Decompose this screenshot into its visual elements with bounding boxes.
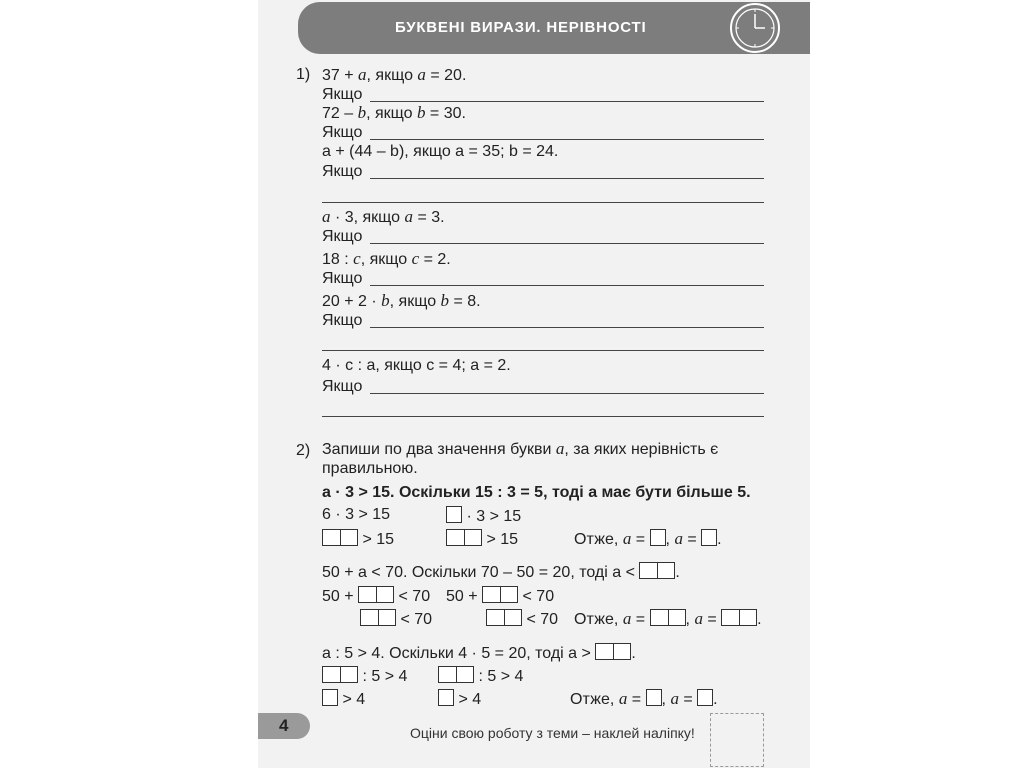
answer-label: Якщо bbox=[322, 163, 363, 180]
part3-row1-b: : 5 > 4 bbox=[438, 666, 523, 686]
answer-line[interactable] bbox=[370, 327, 764, 328]
part3-row2-a: > 4 bbox=[322, 689, 365, 709]
answer-line[interactable] bbox=[370, 139, 764, 140]
ex-row2-left: > 15 bbox=[322, 529, 394, 549]
task-2-number: 2) bbox=[296, 442, 311, 459]
answer-line[interactable] bbox=[322, 350, 764, 351]
task-2-instruction-cont: правильною. bbox=[322, 460, 418, 477]
conclusion-2: Отже, a = , a = . bbox=[574, 609, 762, 628]
task-1-expr-3: a + (44 – b), якщо a = 35; b = 24. bbox=[322, 143, 559, 160]
answer-line[interactable] bbox=[370, 243, 764, 244]
answer-line[interactable] bbox=[370, 285, 764, 286]
answer-box-double[interactable] bbox=[639, 562, 675, 579]
part2-row1-a: 50 + < 70 bbox=[322, 588, 431, 605]
answer-box[interactable] bbox=[446, 506, 462, 523]
task-1-expr-4: a · 3, якщо a = 3. bbox=[322, 207, 445, 226]
ex-row1-right: · 3 > 15 bbox=[446, 506, 521, 526]
answer-line[interactable] bbox=[370, 101, 764, 102]
task-1-expr-6: 20 + 2 · b, якщо b = 8. bbox=[322, 291, 481, 310]
task-2-instruction: Запиши по два значення букви a, за яких нерівність є bbox=[322, 439, 719, 458]
answer-box[interactable] bbox=[646, 689, 662, 706]
conclusion-3: Отже, a = , a = . bbox=[570, 689, 718, 708]
page-number: 4 bbox=[279, 716, 289, 735]
part2-row2-a: < 70 bbox=[360, 609, 432, 629]
task-2-example: a · 3 > 15. Оскільки 15 : 3 = 5, тоді a має бути більше 5. bbox=[322, 484, 751, 501]
task-1-expr-7: 4 · c : a, якщо c = 4; a = 2. bbox=[322, 357, 511, 374]
sticker-placeholder[interactable] bbox=[710, 713, 764, 767]
answer-label: Якщо bbox=[322, 270, 363, 287]
answer-box-double[interactable] bbox=[482, 586, 518, 603]
part3-line: a : 5 > 4. Оскільки 4 · 5 = 20, тоді a > . bbox=[322, 645, 636, 662]
answer-box-double[interactable] bbox=[595, 643, 631, 660]
footer-instruction: Оціни свою роботу з теми – наклей наліпку! bbox=[410, 725, 695, 741]
part3-row1-a: : 5 > 4 bbox=[322, 666, 407, 686]
clock-icon bbox=[727, 0, 783, 56]
page-title: БУКВЕНІ ВИРАЗИ. НЕРІВНОСТІ bbox=[395, 19, 647, 36]
answer-box-double[interactable] bbox=[322, 529, 358, 546]
answer-line[interactable] bbox=[370, 178, 764, 179]
answer-box-double[interactable] bbox=[322, 666, 358, 683]
task-1-number: 1) bbox=[296, 66, 311, 83]
answer-label: Якщо bbox=[322, 86, 363, 103]
answer-box-double[interactable] bbox=[486, 609, 522, 626]
task-1-expr-5: 18 : c, якщо c = 2. bbox=[322, 249, 451, 268]
answer-box[interactable] bbox=[322, 689, 338, 706]
answer-label: Якщо bbox=[322, 378, 363, 395]
part2-row1-b: 50 + < 70 bbox=[446, 588, 555, 605]
task-1-expr-2: 72 – b, якщо b = 30. bbox=[322, 103, 466, 122]
answer-line[interactable] bbox=[322, 416, 764, 417]
answer-label: Якщо bbox=[322, 312, 363, 329]
ex-row2-right: > 15 bbox=[446, 529, 518, 549]
answer-box-double[interactable] bbox=[438, 666, 474, 683]
answer-label: Якщо bbox=[322, 228, 363, 245]
task-1-expr-1: 37 + a, якщо a = 20. bbox=[322, 65, 467, 84]
answer-box-double[interactable] bbox=[358, 586, 394, 603]
answer-box[interactable] bbox=[697, 689, 713, 706]
part3-row2-b: > 4 bbox=[438, 689, 481, 709]
part2-line: 50 + a < 70. Оскільки 70 – 50 = 20, тоді a < . bbox=[322, 564, 680, 581]
answer-box-double[interactable] bbox=[650, 609, 686, 626]
answer-line[interactable] bbox=[322, 202, 764, 203]
conclusion-1: Отже, a = , a = . bbox=[574, 529, 722, 548]
answer-label: Якщо bbox=[322, 124, 363, 141]
answer-box[interactable] bbox=[438, 689, 454, 706]
answer-box[interactable] bbox=[650, 529, 666, 546]
answer-line[interactable] bbox=[370, 393, 764, 394]
answer-box-double[interactable] bbox=[721, 609, 757, 626]
answer-box-double[interactable] bbox=[360, 609, 396, 626]
part2-row2-b: < 70 bbox=[486, 609, 558, 629]
answer-box[interactable] bbox=[701, 529, 717, 546]
ex-row1-left: 6 · 3 > 15 bbox=[322, 506, 391, 523]
answer-box-double[interactable] bbox=[446, 529, 482, 546]
